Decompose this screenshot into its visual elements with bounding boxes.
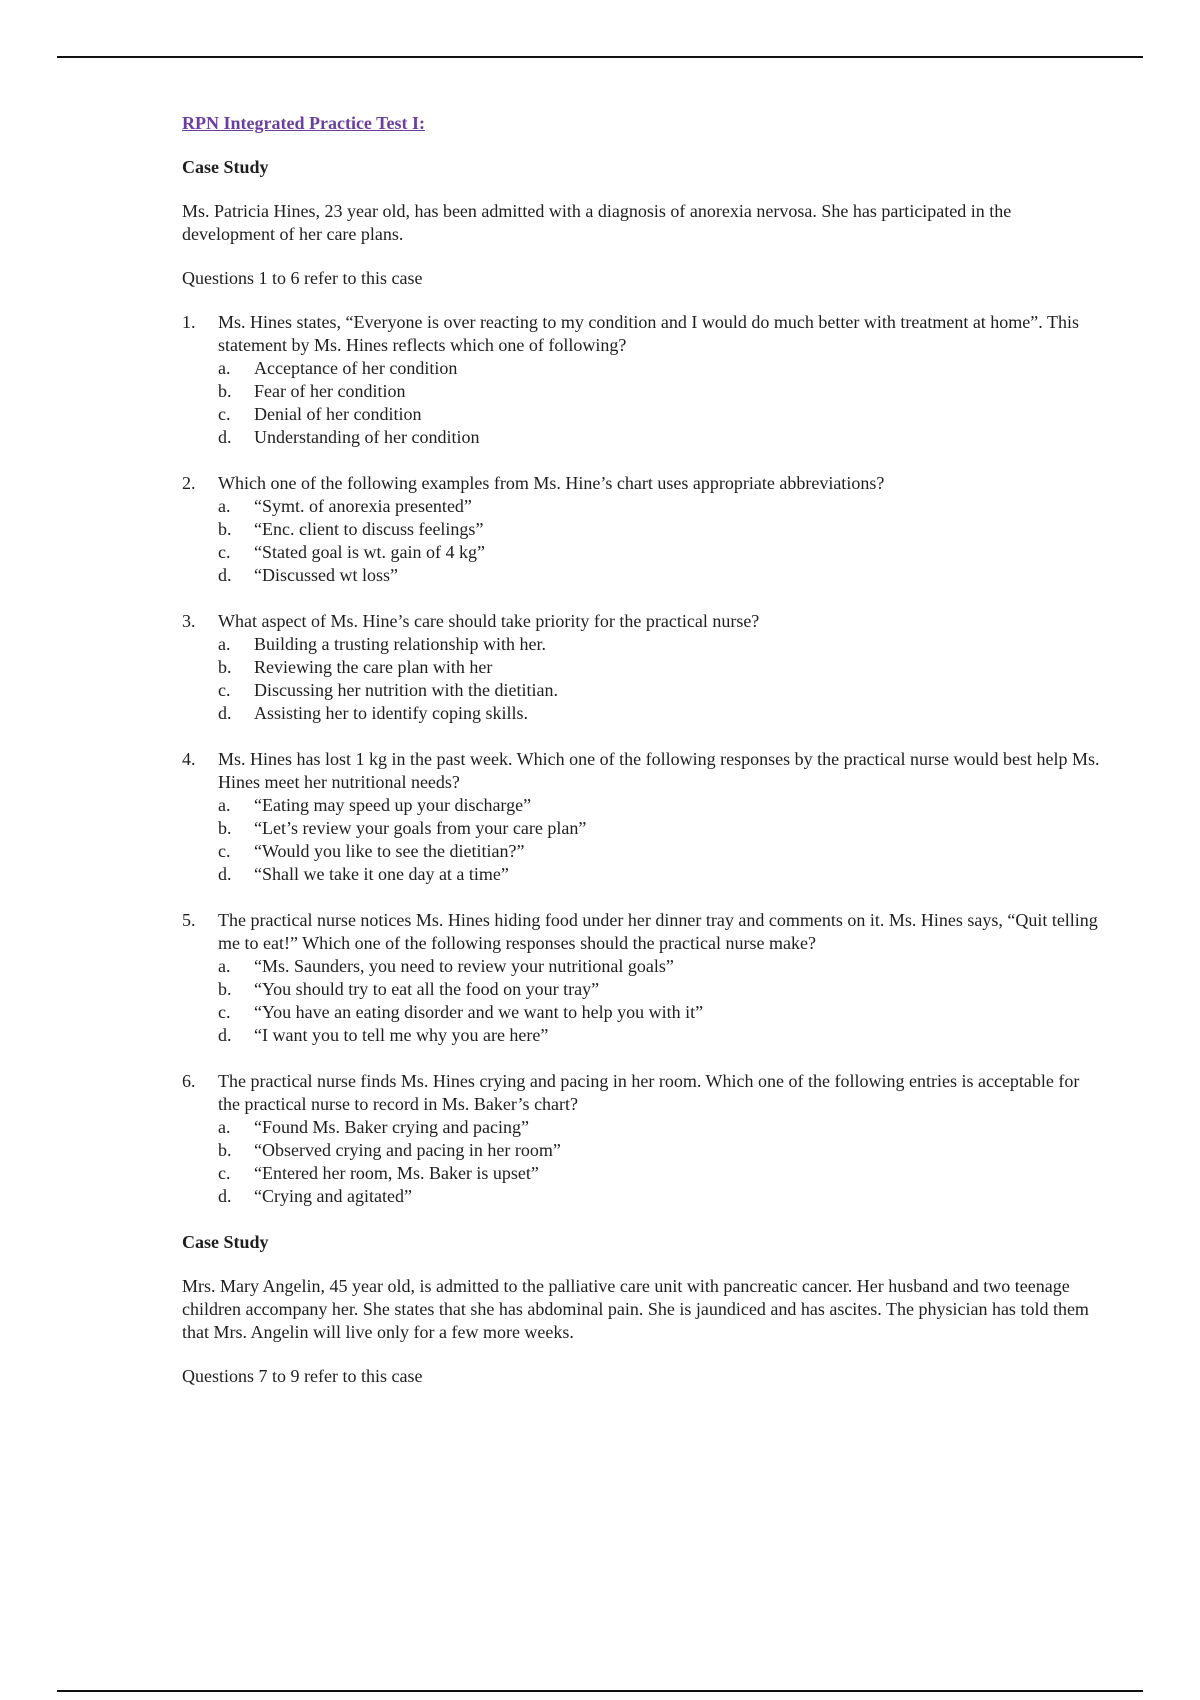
answer-options	[218, 955, 1102, 1047]
option-text: Discussing her nutrition with the dietitian.	[254, 680, 558, 700]
case-description-2: Mrs. Mary Angelin, 45 year old, is admitted to the palliative care unit with pancreatic cancer. Her husband and two teenage children accompany her. She states that she has abdominal pain. She is jaundiced and has ascites. The physician has told them that Mrs. Angelin will live only for a few more weeks.	[182, 1276, 1089, 1342]
question-text: The practical nurse notices Ms. Hines hiding food under her dinner tray and comments on it. Ms. Hines says, “Quit telling me to eat!” Which one of the following responses should the practical nurse make?	[218, 910, 1098, 953]
questions-note-2: Questions 7 to 9 refer to this case	[182, 1366, 423, 1386]
question-text: The practical nurse finds Ms. Hines crying and pacing in her room. Which one of the following entries is acceptable for the practical nurse to record in Ms. Baker’s chart?	[218, 1071, 1080, 1114]
option-label: a.	[218, 634, 231, 654]
option-label: c.	[218, 1163, 231, 1183]
answer-option	[218, 679, 1102, 702]
option-text: Assisting her to identify coping skills.	[254, 703, 528, 723]
option-text: “I want you to tell me why you are here”	[254, 1025, 549, 1045]
option-label: a.	[218, 496, 231, 516]
answer-option	[218, 978, 1102, 1001]
option-label: b.	[218, 657, 232, 677]
option-text: “Enc. client to discuss feelings”	[254, 519, 484, 539]
document-title[interactable]: RPN Integrated Practice Test I:	[182, 113, 425, 133]
answer-option	[218, 656, 1102, 679]
option-text: “You have an eating disorder and we want to help you with it”	[254, 1002, 704, 1022]
questions-note-1: Questions 1 to 6 refer to this case	[182, 268, 423, 288]
option-text: Building a trusting relationship with her.	[254, 634, 546, 654]
option-text: “Would you like to see the dietitian?”	[254, 841, 525, 861]
option-text: “Eating may speed up your discharge”	[254, 795, 532, 815]
answer-option	[218, 702, 1102, 725]
option-text: Denial of her condition	[254, 404, 422, 424]
option-label: b.	[218, 1140, 232, 1160]
question-text: Ms. Hines states, “Everyone is over reacting to my condition and I would do much better with treatment at home”. This statement by Ms. Hines reflects which one of following?	[218, 312, 1079, 355]
answer-option	[218, 1185, 1102, 1208]
question-1	[182, 311, 1102, 449]
question-text: Ms. Hines has lost 1 kg in the past week. Which one of the following responses by the practical nurse would best help Ms. Hines meet her nutritional needs?	[218, 749, 1100, 792]
answer-option	[218, 564, 1102, 587]
question-4	[182, 748, 1102, 886]
case-study-heading-2: Case Study	[182, 1232, 269, 1252]
option-label: c.	[218, 542, 231, 562]
option-text: “Symt. of anorexia presented”	[254, 496, 472, 516]
option-label: a.	[218, 358, 231, 378]
question-6	[182, 1070, 1102, 1208]
option-label: c.	[218, 1002, 231, 1022]
question-text: Which one of the following examples from Ms. Hine’s chart uses appropriate abbreviations?	[218, 473, 885, 493]
option-text: “Shall we take it one day at a time”	[254, 864, 509, 884]
option-label: b.	[218, 519, 232, 539]
option-text: Understanding of her condition	[254, 427, 480, 447]
answer-option	[218, 426, 1102, 449]
answer-option	[218, 1162, 1102, 1185]
option-text: “Discussed wt loss”	[254, 565, 398, 585]
answer-options	[218, 495, 1102, 587]
option-text: Reviewing the care plan with her	[254, 657, 493, 677]
option-label: d.	[218, 1025, 232, 1045]
question-number: 1.	[182, 312, 196, 332]
option-label: d.	[218, 565, 232, 585]
case-description-1: Ms. Patricia Hines, 23 year old, has been admitted with a diagnosis of anorexia nervosa. She has participated in the development of her care plans.	[182, 201, 1012, 244]
option-text: Fear of her condition	[254, 381, 406, 401]
answer-option	[218, 357, 1102, 380]
answer-option	[218, 840, 1102, 863]
answer-option	[218, 817, 1102, 840]
answer-option	[218, 1116, 1102, 1139]
question-number: 3.	[182, 611, 196, 631]
option-label: a.	[218, 956, 231, 976]
answer-option	[218, 863, 1102, 886]
answer-option	[218, 380, 1102, 403]
option-text: “Let’s review your goals from your care plan”	[254, 818, 587, 838]
option-text: “Stated goal is wt. gain of 4 kg”	[254, 542, 485, 562]
answer-option	[218, 794, 1102, 817]
bottom-rule	[57, 1690, 1143, 1692]
option-label: c.	[218, 680, 231, 700]
question-text: What aspect of Ms. Hine’s care should take priority for the practical nurse?	[218, 611, 760, 631]
option-label: a.	[218, 795, 231, 815]
option-text: “Crying and agitated”	[254, 1186, 412, 1206]
question-number: 4.	[182, 749, 196, 769]
option-label: b.	[218, 381, 232, 401]
case-study-heading-1: Case Study	[182, 157, 269, 177]
answer-options	[218, 633, 1102, 725]
answer-options	[218, 357, 1102, 449]
option-label: b.	[218, 979, 232, 999]
option-text: “You should try to eat all the food on your tray”	[254, 979, 600, 999]
question-5	[182, 909, 1102, 1047]
option-label: a.	[218, 1117, 231, 1137]
answer-option	[218, 955, 1102, 978]
option-text: “Observed crying and pacing in her room”	[254, 1140, 561, 1160]
question-3	[182, 610, 1102, 725]
top-rule	[57, 56, 1143, 58]
option-label: d.	[218, 427, 232, 447]
option-label: b.	[218, 818, 232, 838]
option-text: “Entered her room, Ms. Baker is upset”	[254, 1163, 539, 1183]
answer-options	[218, 1116, 1102, 1208]
option-label: d.	[218, 864, 232, 884]
option-label: d.	[218, 1186, 232, 1206]
document-page	[182, 112, 1102, 1409]
option-label: c.	[218, 841, 231, 861]
option-text: Acceptance of her condition	[254, 358, 458, 378]
question-number: 2.	[182, 473, 196, 493]
answer-option	[218, 518, 1102, 541]
answer-options	[218, 794, 1102, 886]
answer-option	[218, 403, 1102, 426]
answer-option	[218, 1139, 1102, 1162]
answer-option	[218, 1024, 1102, 1047]
question-number: 5.	[182, 910, 196, 930]
option-text: “Ms. Saunders, you need to review your nutritional goals”	[254, 956, 674, 976]
question-list	[182, 311, 1102, 1208]
question-2	[182, 472, 1102, 587]
answer-option	[218, 541, 1102, 564]
option-label: d.	[218, 703, 232, 723]
answer-option	[218, 633, 1102, 656]
question-number: 6.	[182, 1071, 196, 1091]
answer-option	[218, 495, 1102, 518]
answer-option	[218, 1001, 1102, 1024]
option-label: c.	[218, 404, 231, 424]
option-text: “Found Ms. Baker crying and pacing”	[254, 1117, 529, 1137]
